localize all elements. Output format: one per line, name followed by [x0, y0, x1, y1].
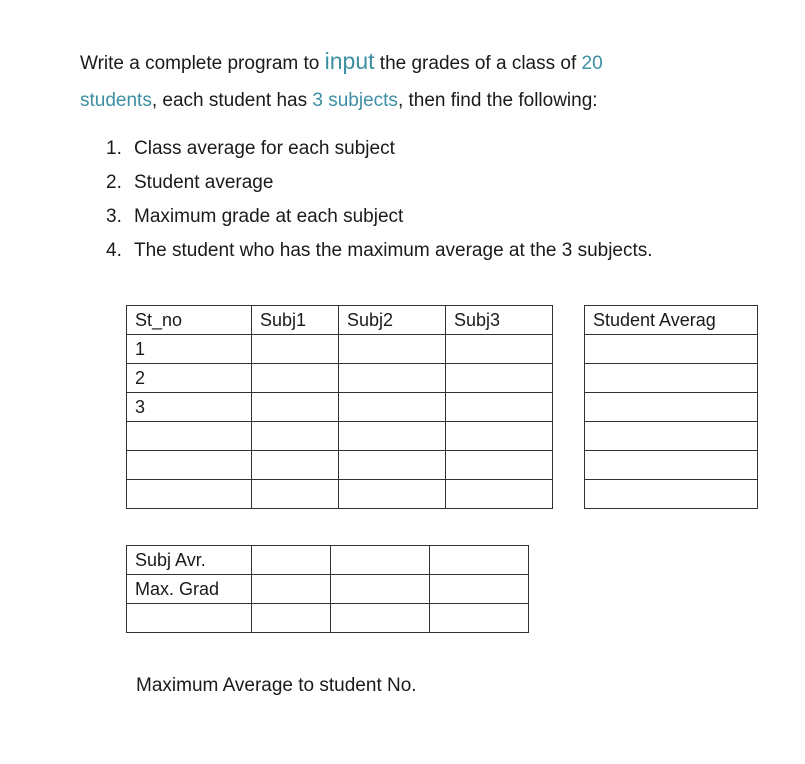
task-text: The student who has the maximum average at the 3 subjects.: [134, 240, 653, 261]
grade-cell: [252, 393, 339, 422]
grade-cell: [339, 422, 446, 451]
problem-statement: [80, 43, 780, 119]
subject-summary-table: [126, 545, 529, 633]
student-average-table: [584, 305, 758, 509]
table-row: [127, 546, 529, 575]
class-size: 20: [581, 53, 603, 74]
grade-cell: [446, 480, 553, 509]
max-average-label: Maximum Average to student No.: [136, 675, 417, 696]
table-row: [127, 335, 553, 364]
grade-cell: [252, 480, 339, 509]
task-text: Class average for each subject: [134, 138, 395, 159]
task-text: Student average: [134, 172, 274, 193]
summary-cell: [430, 575, 529, 604]
student-number-cell: [127, 422, 252, 451]
header-row: [127, 306, 553, 335]
grade-cell: [446, 451, 553, 480]
input-keyword: input: [324, 48, 375, 74]
table-row: [585, 451, 758, 480]
table-row: [127, 393, 553, 422]
summary-cell: [331, 604, 430, 633]
table-row: [585, 393, 758, 422]
table-row: [127, 422, 553, 451]
grade-cell: [252, 364, 339, 393]
student-number-cell: [127, 451, 252, 480]
grade-cell: [339, 451, 446, 480]
average-cell: [585, 422, 758, 451]
average-cell: [585, 480, 758, 509]
table-row: [127, 604, 529, 633]
table-row: [127, 364, 553, 393]
task-item-1: [106, 132, 706, 166]
average-cell: [585, 451, 758, 480]
grade-cell: [252, 422, 339, 451]
summary-cell: [430, 546, 529, 575]
task-number: 2.: [106, 172, 122, 193]
table-row: [585, 422, 758, 451]
grade-cell: [339, 393, 446, 422]
table-row: [127, 575, 529, 604]
header-st-no: St_no: [127, 306, 252, 335]
table-row: [127, 451, 553, 480]
summary-label-cell: [127, 604, 252, 633]
summary-cell: [252, 575, 331, 604]
header-subj2: Subj2: [339, 306, 446, 335]
average-cell: [585, 335, 758, 364]
summary-label-cell: Max. Grad: [127, 575, 252, 604]
header-subj3: Subj3: [446, 306, 553, 335]
grade-cell: [339, 335, 446, 364]
task-number: 4.: [106, 240, 122, 261]
grade-cell: [252, 451, 339, 480]
task-number: 1.: [106, 138, 122, 159]
grade-cell: [252, 335, 339, 364]
intro-part-2: the grades of a class of: [374, 53, 582, 74]
students-word: students: [80, 90, 152, 111]
grade-cell: [339, 480, 446, 509]
average-cell: [585, 393, 758, 422]
grade-cell: [446, 393, 553, 422]
header-subj1: Subj1: [252, 306, 339, 335]
student-number-cell: 1: [127, 335, 252, 364]
student-number-cell: 2: [127, 364, 252, 393]
header-row: [585, 306, 758, 335]
table-row: [585, 480, 758, 509]
intro-part-5: , then find the following:: [397, 90, 598, 111]
table-row: [585, 335, 758, 364]
grades-table: [126, 305, 553, 509]
average-cell: [585, 364, 758, 393]
intro-part-4: , each student has: [151, 90, 313, 111]
grade-cell: [339, 364, 446, 393]
summary-cell: [430, 604, 529, 633]
task-item-4: [106, 234, 674, 268]
subjects-phrase: 3 subjects: [312, 90, 398, 111]
student-number-cell: 3: [127, 393, 252, 422]
task-item-2: [106, 166, 706, 200]
summary-cell: [331, 575, 430, 604]
summary-cell: [331, 546, 430, 575]
summary-cell: [252, 604, 331, 633]
grade-cell: [446, 335, 553, 364]
header-student-average: Student Averag: [585, 306, 758, 335]
summary-cell: [252, 546, 331, 575]
table-row: [585, 364, 758, 393]
task-text: Maximum grade at each subject: [134, 206, 404, 227]
student-number-cell: [127, 480, 252, 509]
task-list: [106, 132, 706, 268]
grade-cell: [446, 422, 553, 451]
task-number: 3.: [106, 206, 122, 227]
task-item-3: [106, 200, 706, 234]
grade-cell: [446, 364, 553, 393]
table-row: [127, 480, 553, 509]
summary-label-cell: Subj Avr.: [127, 546, 252, 575]
intro-part-1: Write a complete program to: [80, 53, 325, 74]
